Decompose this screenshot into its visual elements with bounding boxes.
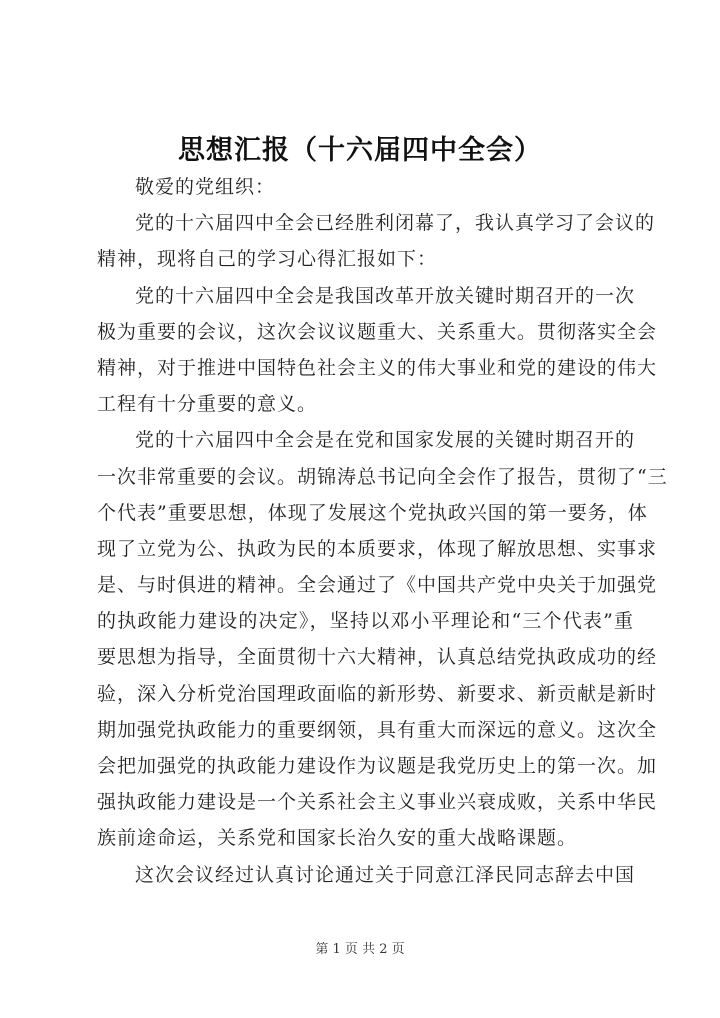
text-line: 个代表”重要思想，体现了发展这个党执政兴国的第一要务，体 [97,501,648,524]
text-line: 党的十六届四中全会是我国改革开放关键时期召开的一次 [135,284,636,307]
text-line: 的执政能力建设的决定》，坚持以邓小平理论和“三个代表”重 [97,610,634,633]
text-line: 会把加强党的执政能力建设作为议题是我党历史上的第一次。加 [97,755,658,777]
text-line: 极为重要的会议，这次会议议题重大、关系重大。贯彻落实全会 [97,320,658,343]
text-line: 这次会议经过认真讨论通过关于同意江泽民同志辞去中国 [135,863,636,886]
text-line: 党的十六届四中全会已经胜利闭幕了，我认真学习了会议的 [135,212,656,235]
text-line: 敬爱的党组织： [135,176,276,198]
document-body [97,172,668,896]
text-line: 精神，现将自己的学习心得汇报如下： [97,248,438,271]
text-line: 族前途命运，关系党和国家长治久安的重大战略课题。 [97,827,578,850]
text-line: 现了立党为公、执政为民的本质要求，体现了解放思想、实事求 [97,537,658,560]
text-line: 党的十六届四中全会是在党和国家发展的关键时期召开的 [135,429,636,452]
text-line: 一次非常重要的会议。胡锦涛总书记向全会作了报告，贯彻了“三 [97,465,668,488]
text-line: 是、与时俱进的精神。全会通过了《中国共产党中央关于加强党 [97,574,658,597]
text-line: 精神，对于推进中国特色社会主义的伟大事业和党的建设的伟大 [97,356,658,379]
text-line: 要思想为指导，全面贯彻十六大精神，认真总结党执政成功的经 [97,646,658,669]
document-title: 思想汇报（十六届四中全会） [178,135,542,166]
text-line: 强执政能力建设是一个关系社会主义事业兴衰成败，关系中华民 [97,791,658,814]
text-line: 工程有十分重要的意义。 [97,393,318,416]
text-line: 验，深入分析党治国理政面临的新形势、新要求、新贡献是新时 [97,682,658,705]
text-line: 期加强党执政能力的重要纲领，具有重大而深远的意义。这次全 [97,718,658,741]
page-footer: 第 1 页 共 2 页 [315,942,405,957]
